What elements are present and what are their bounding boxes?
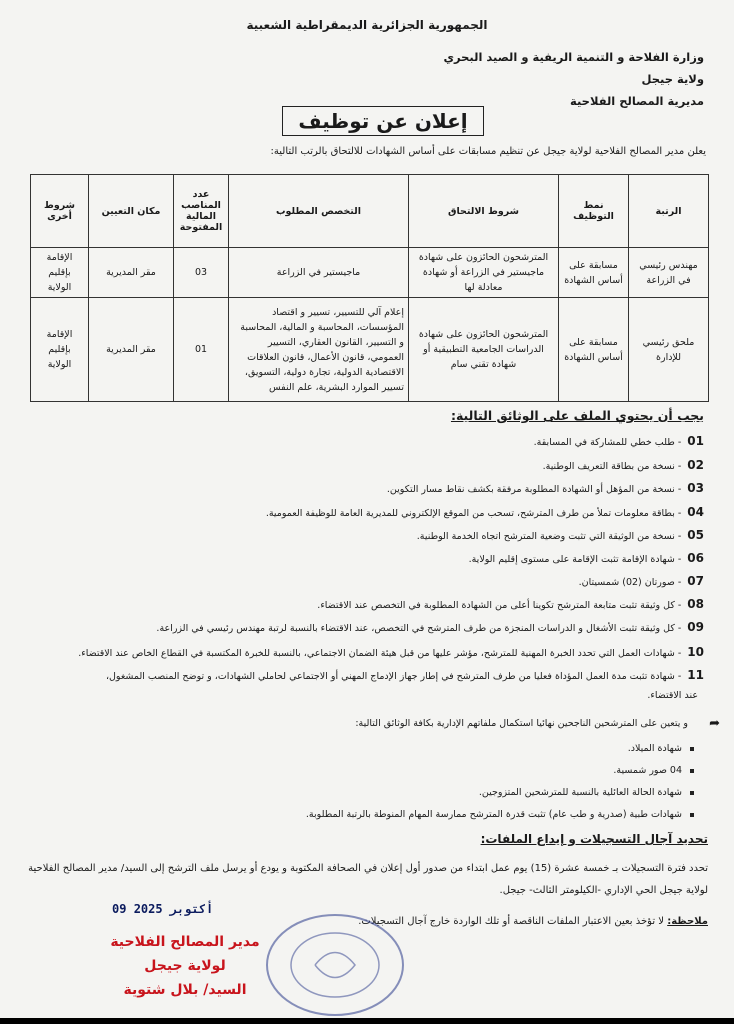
list-item: شهادات طبية (صدرية و طب عام) تثبت قدرة المترشح ممارسة المهام المنوطة بالرتبة المطلوبة. xyxy=(306,804,694,826)
doc11-tail: عند الاقتضاء. xyxy=(647,690,698,701)
table-row xyxy=(31,298,709,402)
republic-header: الجمهورية الجزائرية الديمقراطية الشعبية xyxy=(246,18,488,32)
list-item: 02- نسخة من بطاقة التعريف الوطنية. xyxy=(542,458,704,472)
item-text: بطاقة معلومات تملأ من طرف المترشح، تسحب من الموقع الإلكتروني للمديرية العامة للوظيفة العمومية. xyxy=(265,508,675,519)
deadline-text: تحدد فترة التسجيلات بـ خمسة عشرة (15) يوم عمل ابتداء من صدور أول إعلان في الصحافة المكتوبة و يودع أو يرسل ملف الترشح إلى السيد/ مدير المصالح الفلاحية لولاية جيجل الحي الإداري -الكيلومتر الثالث- جيجل. xyxy=(28,863,708,896)
stamp-line: السيد/ بلال شتوية xyxy=(123,982,247,998)
list-item: 09- كل وثيقة تثبت الأشغال و الدراسات المنجزة من طرف المترشح في التخصص، عند الاقتضاء بالنسبة لرتبة مهندس رئيسي في الزراعة. xyxy=(156,620,704,634)
item-number: 11 xyxy=(687,668,704,682)
table-cell: مقر المديرية xyxy=(89,248,174,298)
list-item: 06- شهادة الإقامة تثبت الإقامة على مستوى إقليم الولاية. xyxy=(468,551,704,565)
bullet-icon xyxy=(690,791,694,795)
table-cell: مسابقة على أساس الشهادة xyxy=(559,298,629,402)
page-title: إعلان عن توظيف xyxy=(282,106,484,136)
successful-intro: و يتعين على المترشحين الناجحين نهائيا استكمال ملفاتهم الإدارية بكافة الوثائق التالية: xyxy=(355,718,688,729)
item-number: 08 xyxy=(687,597,704,611)
stamp-line: لولاية جيجل xyxy=(144,958,226,974)
table-cell: الإقامة بإقليم الولاية xyxy=(31,248,89,298)
item-number: 07 xyxy=(687,574,704,588)
list-item: 04 صور شمسية. xyxy=(306,760,694,782)
list-item: شهادة الحالة العائلية بالنسبة للمترشحين المتزوجين. xyxy=(306,782,694,804)
table-cell: إعلام آلي للتسيير، تسيير و اقتصاد المؤسسات، المحاسبة و المالية، المحاسبة و التسيير، القانون العقاري، التسيير العمومي، قانون الأعمال، قانون العلاقات الاقتصادية الدولية، تجارة دولية، التسويق، تسيير الموارد البشرية، علم النفس xyxy=(229,298,409,402)
table-cell: 01 xyxy=(174,298,229,402)
bottom-border xyxy=(0,1018,734,1024)
col-header: الرتبة xyxy=(629,175,709,248)
documents-title: يجب أن يحتوي الملف على الوثائق التالية: xyxy=(450,408,704,423)
table-cell: مهندس رئيسي في الزراعة xyxy=(629,248,709,298)
item-text: كل وثيقة تثبت متابعة المترشح تكوينا أعلى من الشهادة المطلوبة في التخصص عند الاقتضاء. xyxy=(317,600,675,611)
signature-date: 09 أكتوبر 2025 xyxy=(112,902,214,916)
item-number: 06 xyxy=(687,551,704,565)
item-text: شهادة الإقامة تثبت الإقامة على مستوى إقليم الولاية. xyxy=(468,554,675,565)
list-item: 11- شهادة تثبت مدة العمل المؤداة فعليا من طرف المترشح في إطار جهاز الإدماج المهني أو الاجتماعي لحاملي الشهادات، و توضح المنصب المشغول، xyxy=(105,668,704,682)
issuer-block xyxy=(443,46,704,112)
table-cell: مسابقة على أساس الشهادة xyxy=(559,248,629,298)
positions-table xyxy=(30,174,709,402)
bullet-icon xyxy=(690,747,694,751)
item-number: 04 xyxy=(687,505,704,519)
list-item: 08- كل وثيقة تثبت متابعة المترشح تكوينا أعلى من الشهادة المطلوبة في التخصص عند الاقتضاء. xyxy=(317,597,704,611)
list-item: 03- نسخة من المؤهل أو الشهادة المطلوبة مرفقة بكشف نقاط مسار التكوين. xyxy=(386,481,704,495)
item-text: صورتان (02) شمسيتان. xyxy=(578,577,675,588)
table-cell: المترشحون الحائزون على شهادة ماجيستير في الزراعة أو شهادة معادلة لها xyxy=(409,248,559,298)
item-text: طلب خطي للمشاركة في المسابقة. xyxy=(533,437,675,448)
bullet-icon xyxy=(690,769,694,773)
table-header-row xyxy=(31,175,709,248)
wilaya-name: ولاية جيجل xyxy=(641,72,704,86)
list-item: 01- طلب خطي للمشاركة في المسابقة. xyxy=(533,434,704,448)
item-text: نسخة من المؤهل أو الشهادة المطلوبة مرفقة بكشف نقاط مسار التكوين. xyxy=(386,484,675,495)
note-label: ملاحظة: xyxy=(667,916,708,927)
stamp-line: مدير المصالح الفلاحية xyxy=(110,934,260,950)
item-text: كل وثيقة تثبت الأشغال و الدراسات المنجزة من طرف المترشح في التخصص، عند الاقتضاء بالنسبة لرتبة مهندس رئيسي في الزراعة. xyxy=(156,623,675,634)
item-text: نسخة من الوثيقة التي تثبت وضعية المترشح اتجاه الخدمة الوطنية. xyxy=(416,531,675,542)
item-text: شهادة تثبت مدة العمل المؤداة فعليا من طرف المترشح في إطار جهاز الإدماج المهني أو الاجتماعي لحاملي الشهادات، و توضح المنصب المشغول، xyxy=(105,671,675,682)
item-number: 10 xyxy=(687,645,704,659)
col-header: مكان التعيين xyxy=(89,175,174,248)
item-number: 02 xyxy=(687,458,704,472)
intro-paragraph: يعلن مدير المصالح الفلاحية لولاية جيجل عن تنظيم مسابقات على أساس الشهادات للالتحاق بالرتب التالية: xyxy=(270,146,706,157)
table-row xyxy=(31,248,709,298)
deadline-title: تحديد آجال التسجيلات و إيداع الملفات: xyxy=(480,832,708,846)
list-item: 10- شهادات العمل التي تحدد الخبرة المهنية للمترشح، مؤشر عليها من قبل هيئة الضمان الاجتماعي، بالنسبة للخبرة المكتسبة في القطاع الخاص عند الاقتضاء. xyxy=(78,645,704,659)
table-cell: ملحق رئيسي للإدارة xyxy=(629,298,709,402)
col-header: شروط أخرى xyxy=(31,175,89,248)
successful-docs-list xyxy=(306,738,694,826)
list-item: 04- بطاقة معلومات تملأ من طرف المترشح، تسحب من الموقع الإلكتروني للمديرية العامة للوظيفة العمومية. xyxy=(265,505,704,519)
col-header: شروط الالتحاق xyxy=(409,175,559,248)
table-cell: المترشحون الحائزون على شهادة الدراسات الجامعية التطبيقية أو شهادة تقني سام xyxy=(409,298,559,402)
list-item: شهادة الميلاد. xyxy=(306,738,694,760)
directorate-name: مديرية المصالح الفلاحية xyxy=(570,94,704,108)
item-text: شهادات العمل التي تحدد الخبرة المهنية للمترشح، مؤشر عليها من قبل هيئة الضمان الاجتماعي، بالنسبة للخبرة المكتسبة في القطاع الخاص عند الاقتضاء. xyxy=(78,648,675,659)
table-cell: مقر المديرية xyxy=(89,298,174,402)
table-cell: ماجيستير في الزراعة xyxy=(229,248,409,298)
item-number: 05 xyxy=(687,528,704,542)
item-number: 01 xyxy=(687,434,704,448)
director-stamp xyxy=(70,930,300,1014)
list-item: 07- صورتان (02) شمسيتان. xyxy=(578,574,704,588)
pen-arrow-icon: ➦ xyxy=(709,716,720,731)
list-item: 05- نسخة من الوثيقة التي تثبت وضعية المترشح اتجاه الخدمة الوطنية. xyxy=(416,528,704,542)
item-number: 09 xyxy=(687,620,704,634)
note xyxy=(358,916,708,927)
item-number: 03 xyxy=(687,481,704,495)
ministry-name: وزارة الفلاحة و التنمية الريفية و الصيد البحري xyxy=(443,50,704,64)
item-text: نسخة من بطاقة التعريف الوطنية. xyxy=(542,461,675,472)
bullet-icon xyxy=(690,813,694,817)
table-cell: الإقامة بإقليم الولاية xyxy=(31,298,89,402)
col-header: التخصص المطلوب xyxy=(229,175,409,248)
note-text: لا تؤخذ بعين الاعتبار الملفات الناقصة أو تلك الواردة خارج آجال التسجيلات. xyxy=(358,916,665,927)
table-cell: 03 xyxy=(174,248,229,298)
col-header: نمط التوظيف xyxy=(559,175,629,248)
col-header: عدد المناصب المالية المفتوحة xyxy=(174,175,229,248)
